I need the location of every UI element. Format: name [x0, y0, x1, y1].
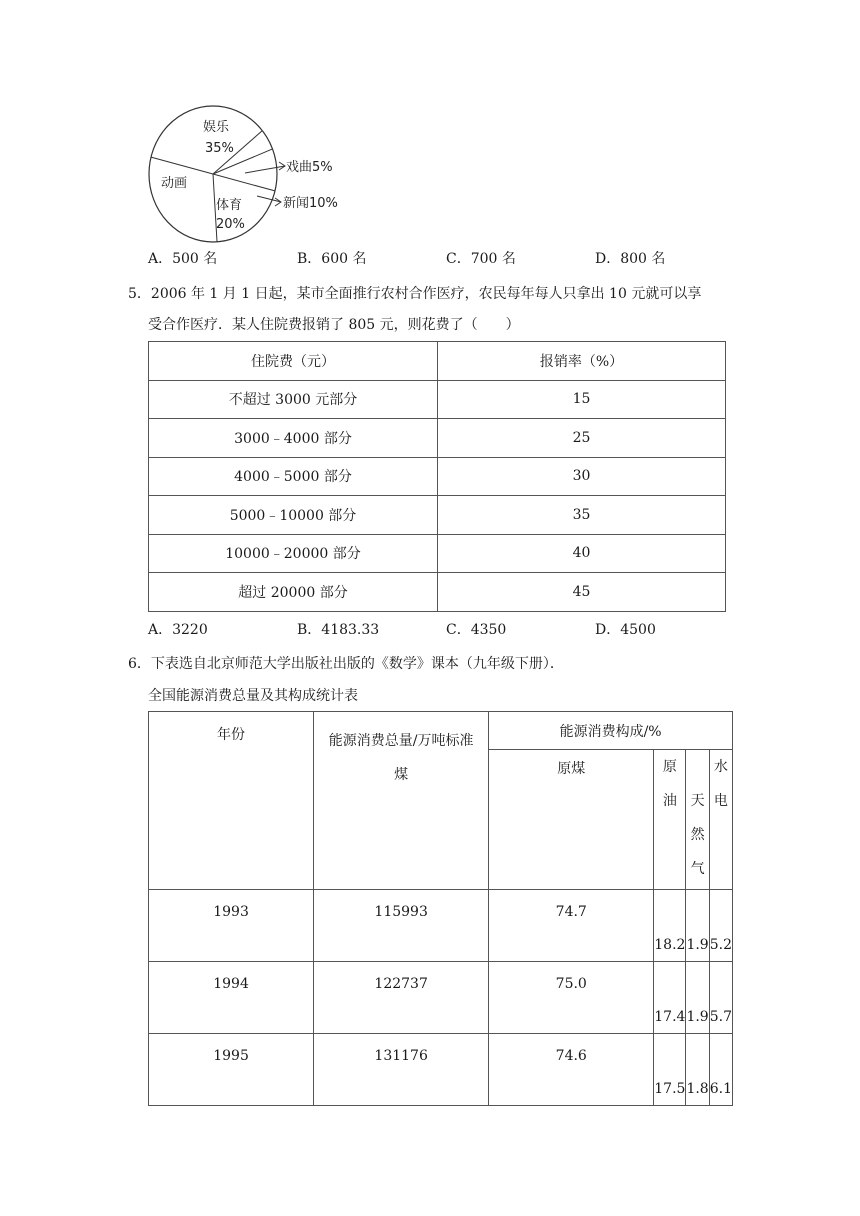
- coal-cell: 75.0: [489, 962, 654, 1034]
- coal-cell: 74.7: [489, 890, 654, 962]
- label-yule-pct: 35%: [205, 141, 234, 156]
- q5-option-a: A．3220: [148, 622, 208, 638]
- q4-option-c: C．700 名: [446, 251, 516, 267]
- year-cell: 1995: [149, 1034, 314, 1106]
- q4-option-b: B．600 名: [297, 251, 367, 267]
- fee-cell: 不超过 3000 元部分: [149, 380, 438, 419]
- table-header-row: [149, 712, 733, 750]
- table-row: [149, 457, 726, 496]
- q4-option-d: D．800 名: [595, 251, 666, 267]
- header-total-line2: 煤: [394, 767, 409, 783]
- q5-option-c: C．4350: [446, 622, 507, 638]
- xinwen-arrow-head: [275, 198, 281, 206]
- fee-cell: 5000﹣10000 部分: [149, 496, 438, 535]
- header-total: [314, 712, 489, 890]
- hydro-cell: 6.1: [709, 1034, 732, 1106]
- q5-question-line1: 5．2006 年 1 月 1 日起，某市全面推行农村合作医疗，农民每年每人只拿出 10 元就可以享: [128, 286, 702, 302]
- q4-option-a: A．500 名: [148, 251, 218, 267]
- rate-cell: 40: [438, 534, 726, 573]
- oil-cell: 18.2: [654, 890, 686, 962]
- table-row: [149, 496, 726, 535]
- label-yule: 娱乐: [203, 120, 230, 135]
- rate-cell: 30: [438, 457, 726, 496]
- fee-cell: 3000﹣4000 部分: [149, 419, 438, 458]
- gas-cell: 1.8: [686, 1034, 709, 1106]
- header-coal: 原煤: [489, 750, 654, 890]
- header-composition: 能源消费构成/%: [489, 712, 733, 750]
- header-gas: [686, 750, 709, 890]
- hydro-cell: 5.2: [709, 890, 732, 962]
- year-cell: 1993: [149, 890, 314, 962]
- header-oil-char: 原: [662, 759, 677, 775]
- header-year: 年份: [149, 712, 314, 890]
- header-gas-char: 然: [690, 827, 705, 843]
- q5-option-b: B．4183.33: [297, 622, 380, 638]
- gas-cell: 1.9: [686, 962, 709, 1034]
- table-row: [149, 534, 726, 573]
- table-header-row: [149, 342, 726, 381]
- table-row: [149, 380, 726, 419]
- pie-chart: [145, 104, 355, 244]
- header-hydro: [709, 750, 732, 890]
- header-gas-char: 气: [690, 861, 705, 877]
- label-tiyu-pct: 20%: [216, 217, 245, 232]
- q6-table-caption: 全国能源消费总量及其构成统计表: [148, 688, 358, 704]
- label-xinwen: 新闻10%: [283, 196, 338, 211]
- oil-cell: 17.5: [654, 1034, 686, 1106]
- table-row: [149, 419, 726, 458]
- header-rate: 报销率（%）: [438, 342, 726, 381]
- header-gas-char: 天: [690, 793, 705, 809]
- table-row: [149, 573, 726, 612]
- gas-cell: 1.9: [686, 890, 709, 962]
- rate-cell: 45: [438, 573, 726, 612]
- hydro-cell: 5.7: [709, 962, 732, 1034]
- header-oil: [654, 750, 686, 890]
- reimbursement-table: [148, 341, 726, 612]
- fee-cell: 10000﹣20000 部分: [149, 534, 438, 573]
- total-cell: 131176: [314, 1034, 489, 1106]
- oil-cell: 17.4: [654, 962, 686, 1034]
- label-donghua: 动画: [161, 176, 188, 191]
- table-row: [149, 1034, 733, 1106]
- coal-cell: 74.6: [489, 1034, 654, 1106]
- energy-table: [148, 711, 733, 1106]
- q6-question-line1: 6．下表选自北京师范大学出版社出版的《数学》课本（九年级下册）．: [128, 656, 564, 672]
- xiqu-arrow-head: [279, 162, 285, 170]
- fee-cell: 4000﹣5000 部分: [149, 457, 438, 496]
- fee-cell: 超过 20000 部分: [149, 573, 438, 612]
- q5-question-line2: 受合作医疗．某人住院费报销了 805 元，则花费了（ ）: [148, 317, 520, 333]
- header-hydro-char: 水: [713, 759, 728, 775]
- label-tiyu: 体育: [216, 198, 243, 213]
- header-hydro-char: 电: [713, 793, 728, 809]
- table-row: [149, 962, 733, 1034]
- header-fee: 住院费（元）: [149, 342, 438, 381]
- q5-option-d: D．4500: [595, 622, 656, 638]
- total-cell: 122737: [314, 962, 489, 1034]
- rate-cell: 15: [438, 380, 726, 419]
- total-cell: 115993: [314, 890, 489, 962]
- year-cell: 1994: [149, 962, 314, 1034]
- rate-cell: 25: [438, 419, 726, 458]
- header-total-line1: 能源消费总量/万吨标准: [328, 733, 474, 749]
- rate-cell: 35: [438, 496, 726, 535]
- header-oil-char: 油: [662, 793, 677, 809]
- table-row: [149, 890, 733, 962]
- label-xiqu: 戏曲5%: [286, 160, 333, 175]
